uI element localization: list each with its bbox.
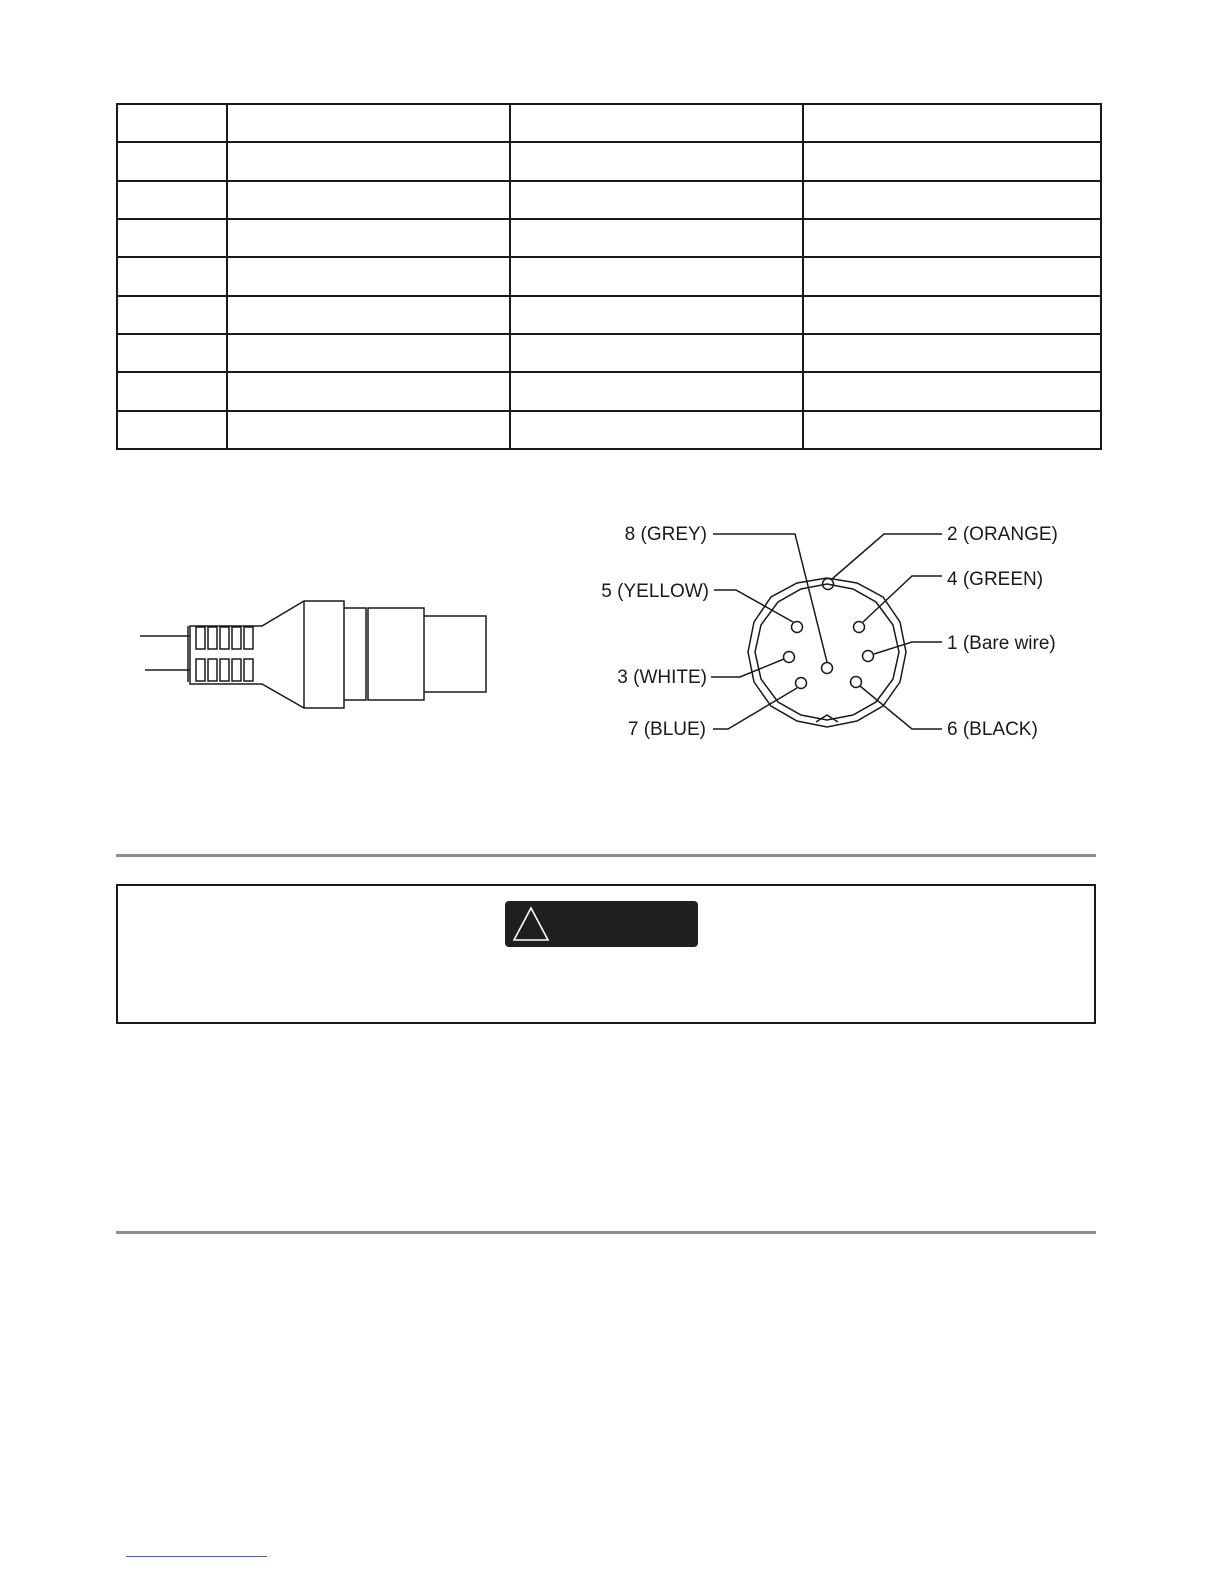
section-divider-top (116, 854, 1096, 857)
pin-label-2: 2 (ORANGE) (947, 524, 1058, 545)
section-divider-bottom (116, 1231, 1096, 1234)
pin-8 (822, 663, 833, 674)
pin-label-6: 6 (BLACK) (947, 719, 1038, 740)
pin-label-5: 5 (YELLOW) (601, 581, 709, 602)
pin-4 (854, 622, 865, 633)
warning-badge (505, 901, 698, 947)
pin-3 (784, 652, 795, 663)
pin-label-7: 7 (BLUE) (627, 719, 706, 740)
warning-triangle-icon (511, 904, 551, 944)
pin-label-4: 4 (GREEN) (947, 569, 1044, 590)
pin-7 (796, 678, 807, 689)
pin-label-8: 8 (GREY) (624, 524, 707, 545)
pin-label-3: 3 (WHITE) (617, 667, 707, 688)
pin-5 (792, 622, 803, 633)
pin-1 (863, 651, 874, 662)
pin-6 (851, 677, 862, 688)
cable-plug-drawing (140, 601, 486, 708)
footer-link-underline[interactable] (126, 1556, 267, 1557)
pin-face-drawing (711, 534, 942, 729)
pin-labels (601, 524, 1058, 740)
pin-label-1: 1 (Bare wire) (947, 633, 1056, 654)
